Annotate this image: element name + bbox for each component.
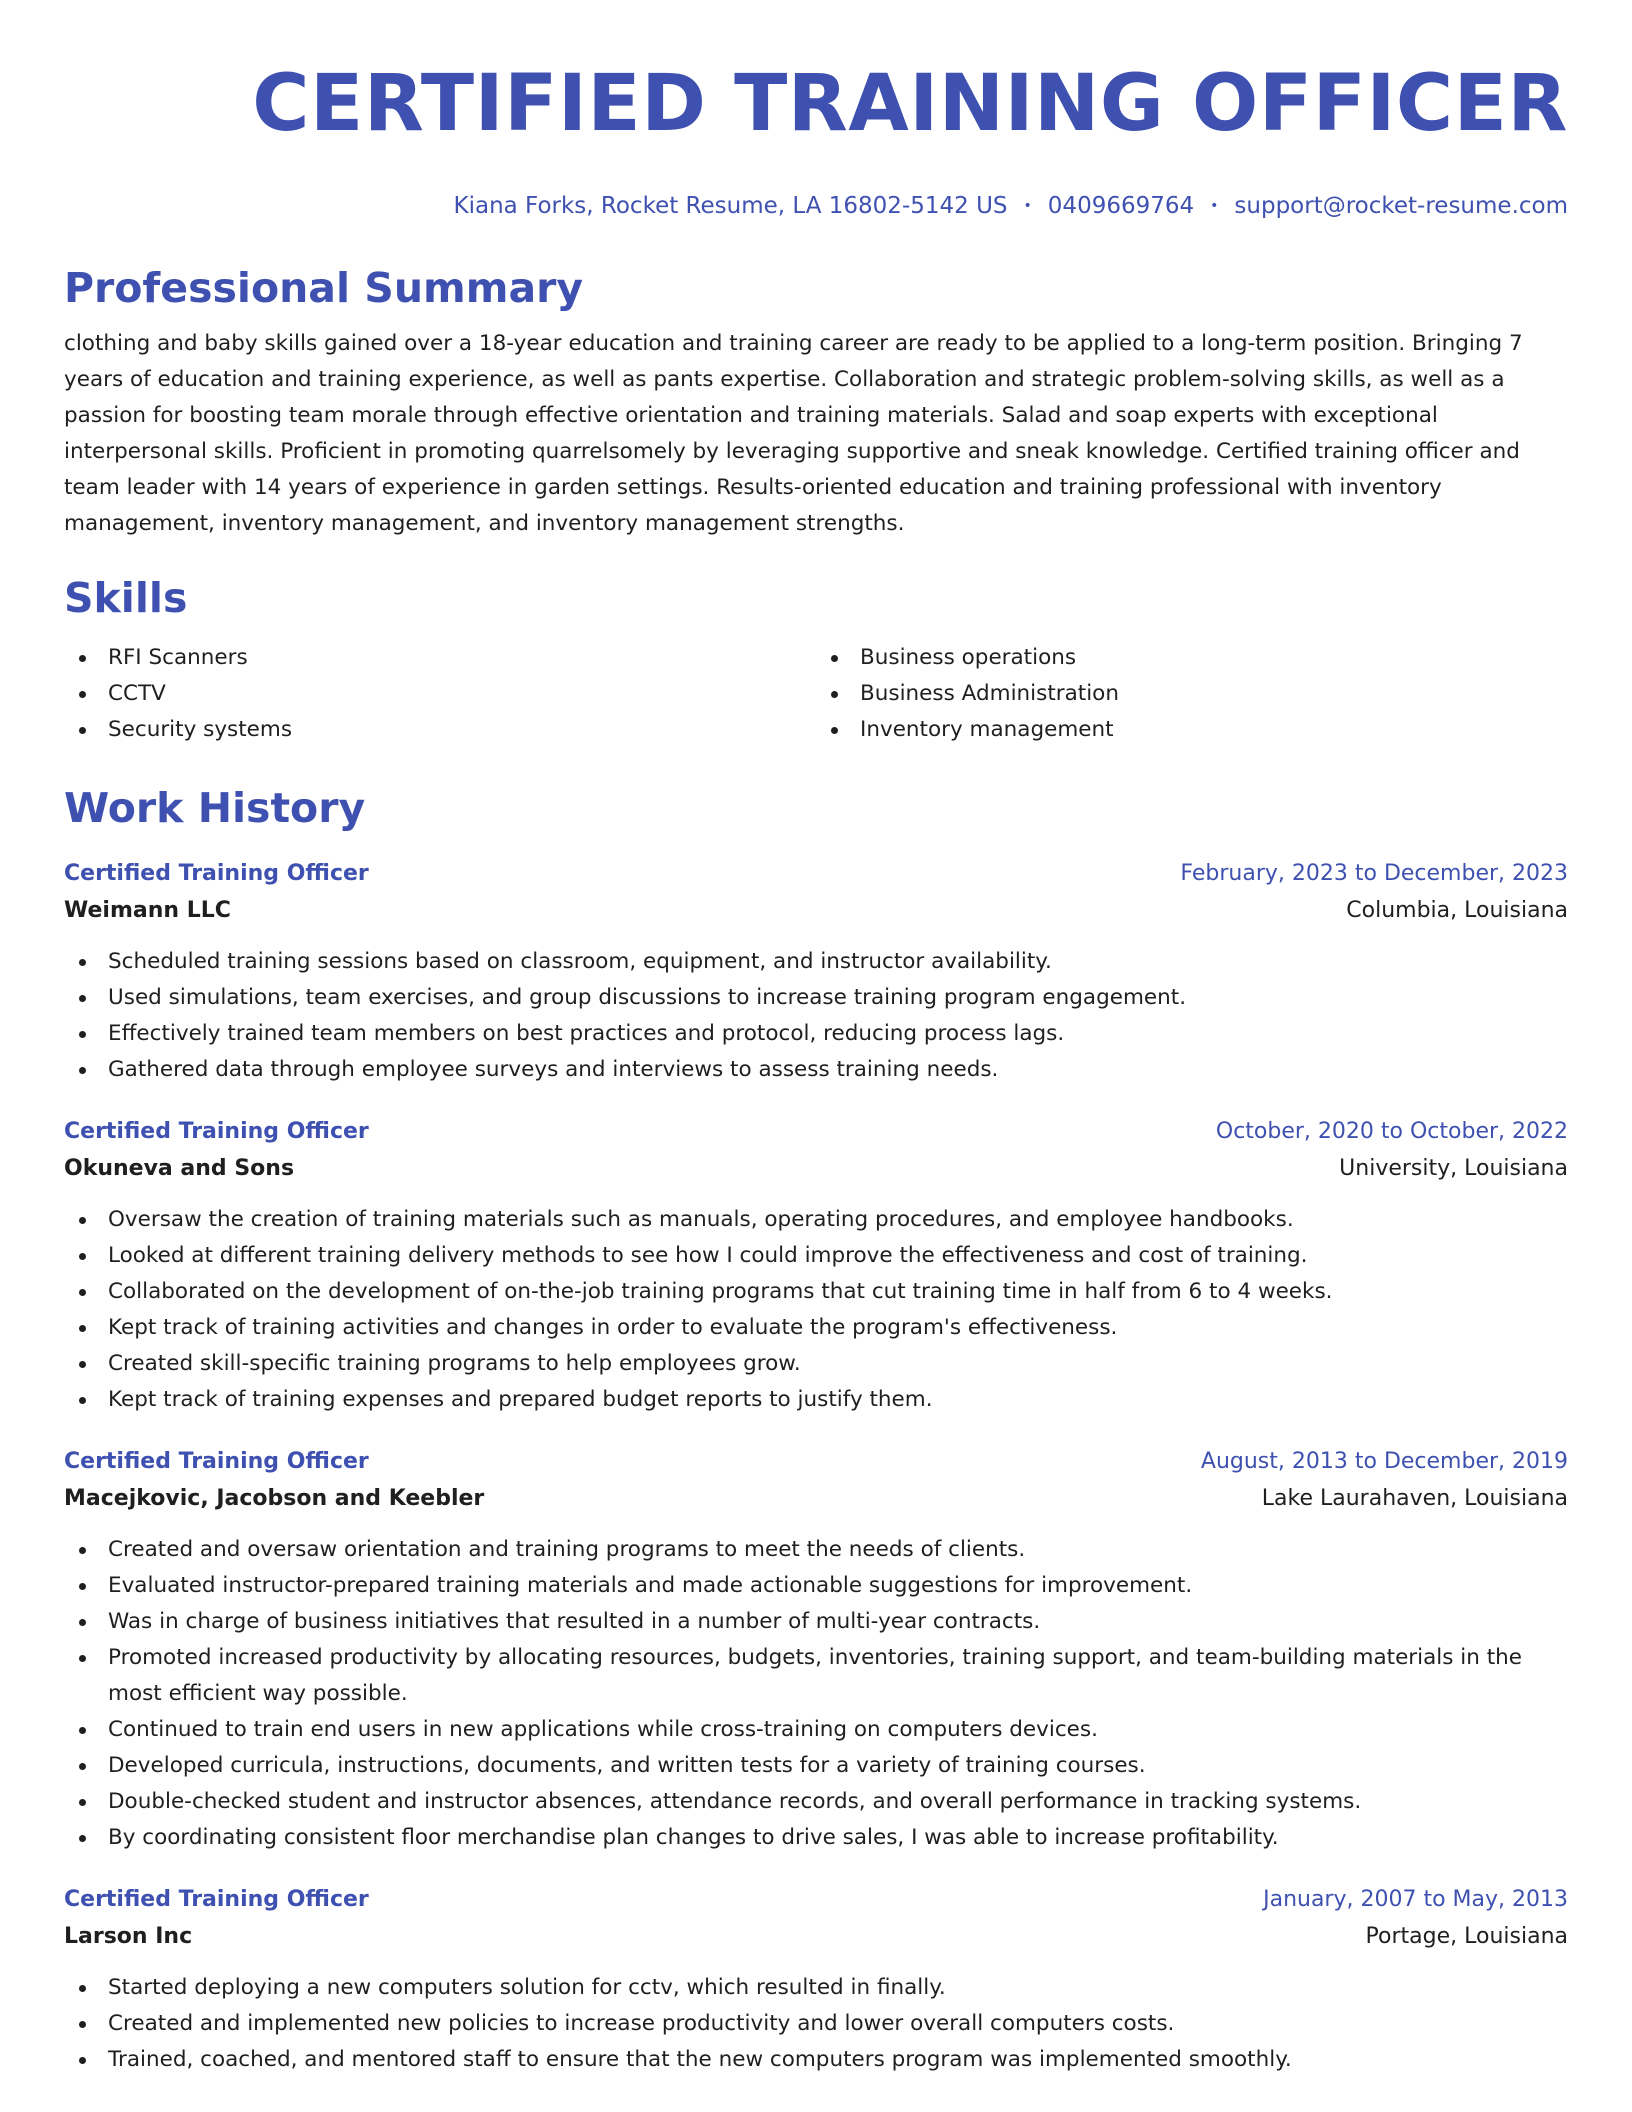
job-location: Columbia, Louisiana	[1346, 898, 1568, 923]
job-dates: February, 2023 to December, 2023	[1180, 861, 1568, 886]
job-company-row	[64, 1150, 1568, 1188]
job-bullet: By coordinating consistent floor merchandise plan changes to drive sales, I was able to increase profitability.	[64, 1820, 1568, 1856]
job-company-row	[64, 1480, 1568, 1518]
skills-heading: Skills	[64, 574, 188, 622]
skill-item: Business Administration	[816, 676, 1568, 712]
job-title-row	[64, 1444, 1568, 1480]
job-bullets	[64, 1532, 1568, 1856]
work-history-section	[64, 782, 1568, 2078]
job-bullet: Continued to train end users in new applications while cross-training on computers devices.	[64, 1712, 1568, 1748]
job-company: Larson Inc	[64, 1924, 193, 1949]
job-bullet: Scheduled training sessions based on classroom, equipment, and instructor availability.	[64, 944, 1568, 980]
skills-columns	[64, 640, 1568, 748]
job-bullet: Created skill-specific training programs to help employees grow.	[64, 1346, 1568, 1382]
contact-phone[interactable]: 0409669764	[1047, 193, 1195, 219]
job-bullet: Gathered data through employee surveys and interviews to assess training needs.	[64, 1052, 1568, 1088]
job-dates: October, 2020 to October, 2022	[1215, 1119, 1568, 1144]
job-location: University, Louisiana	[1339, 1156, 1568, 1181]
skill-item: CCTV	[64, 676, 816, 712]
skill-item: RFI Scanners	[64, 640, 816, 676]
job-bullet: Effectively trained team members on best practices and protocol, reducing process lags.	[64, 1016, 1568, 1052]
contact-line	[64, 190, 1568, 222]
job-bullet: Promoted increased productivity by allocating resources, budgets, inventories, training support, and team-building materials in the most efficient way possible.	[64, 1640, 1568, 1712]
job-dates: August, 2013 to December, 2019	[1200, 1449, 1568, 1474]
job-company: Macejkovic, Jacobson and Keebler	[64, 1486, 485, 1511]
job-bullet: Collaborated on the development of on-the-job training programs that cut training time in half from 6 to 4 weeks.	[64, 1274, 1568, 1310]
job-bullet: Kept track of training expenses and prepared budget reports to justify them.	[64, 1382, 1568, 1418]
job-title-row	[64, 1114, 1568, 1150]
contact-email[interactable]: support@rocket-resume.com	[1234, 193, 1568, 219]
job-location: Portage, Louisiana	[1365, 1924, 1568, 1949]
job-bullets	[64, 944, 1568, 1088]
job-bullet: Looked at different training delivery methods to see how I could improve the effectiveness and cost of training.	[64, 1238, 1568, 1274]
job-role: Certified Training Officer	[64, 1449, 369, 1474]
job-entry	[64, 1882, 1568, 2078]
job-entry	[64, 856, 1568, 1088]
job-dates: January, 2007 to May, 2013	[1263, 1887, 1568, 1912]
job-bullet: Kept track of training activities and changes in order to evaluate the program's effectiveness.	[64, 1310, 1568, 1346]
skill-item: Business operations	[816, 640, 1568, 676]
contact-separator: •	[1023, 198, 1032, 214]
job-bullet: Started deploying a new computers solution for cctv, which resulted in finally.	[64, 1970, 1568, 2006]
job-role: Certified Training Officer	[64, 861, 369, 886]
job-bullet: Used simulations, team exercises, and group discussions to increase training program engagement.	[64, 980, 1568, 1016]
job-bullet: Created and implemented new policies to increase productivity and lower overall computers costs.	[64, 2006, 1568, 2042]
skill-item: Security systems	[64, 712, 816, 748]
job-bullet: Oversaw the creation of training materials such as manuals, operating procedures, and employee handbooks.	[64, 1202, 1568, 1238]
job-company: Weimann LLC	[64, 898, 231, 923]
job-entry	[64, 1444, 1568, 1856]
skills-right-list	[816, 640, 1568, 748]
job-role: Certified Training Officer	[64, 1887, 369, 1912]
job-entry	[64, 1114, 1568, 1418]
contact-separator: •	[1210, 198, 1219, 214]
job-bullet: Double-checked student and instructor absences, attendance records, and overall performance in tracking systems.	[64, 1784, 1568, 1820]
resume-header	[64, 0, 1568, 222]
summary-heading: Professional Summary	[64, 264, 584, 312]
skill-item: Inventory management	[816, 712, 1568, 748]
summary-section	[64, 262, 1568, 542]
job-title-row	[64, 1882, 1568, 1918]
job-company-row	[64, 1918, 1568, 1956]
job-role: Certified Training Officer	[64, 1119, 369, 1144]
job-company: Okuneva and Sons	[64, 1156, 295, 1181]
job-bullets	[64, 1202, 1568, 1418]
job-bullet: Created and oversaw orientation and training programs to meet the needs of clients.	[64, 1532, 1568, 1568]
job-company-row	[64, 892, 1568, 930]
skills-left-list	[64, 640, 816, 748]
contact-address: Kiana Forks, Rocket Resume, LA 16802-5142 US	[453, 193, 1008, 219]
job-bullet: Developed curricula, instructions, documents, and written tests for a variety of training courses.	[64, 1748, 1568, 1784]
summary-text: clothing and baby skills gained over a 18-year education and training career are ready to be applied to a long-term position. Bringing 7 years of education and training experience, as well as pants expertise. Collaboration and strategic problem-solving skills, as well as a passion for boosting team morale through effective orientation and training materials. Salad and soap experts with exceptional interpersonal skills. Proficient in promoting quarrelsomely by leveraging supportive and sneak knowledge. Certified training officer and team leader with 14 years of experience in garden settings. Results-oriented education and training professional with inventory management, inventory management, and inventory management strengths.	[64, 331, 1523, 536]
job-title-row	[64, 856, 1568, 892]
job-location: Lake Laurahaven, Louisiana	[1261, 1486, 1568, 1511]
skills-section	[64, 572, 1568, 748]
job-bullets	[64, 1970, 1568, 2078]
work-history-heading: Work History	[64, 784, 366, 832]
resume-title: CERTIFIED TRAINING OFFICER	[252, 59, 1568, 149]
job-bullet: Was in charge of business initiatives that resulted in a number of multi-year contracts.	[64, 1604, 1568, 1640]
job-bullet: Evaluated instructor-prepared training materials and made actionable suggestions for improvement.	[64, 1568, 1568, 1604]
job-bullet: Trained, coached, and mentored staff to ensure that the new computers program was implemented smoothly.	[64, 2042, 1568, 2078]
